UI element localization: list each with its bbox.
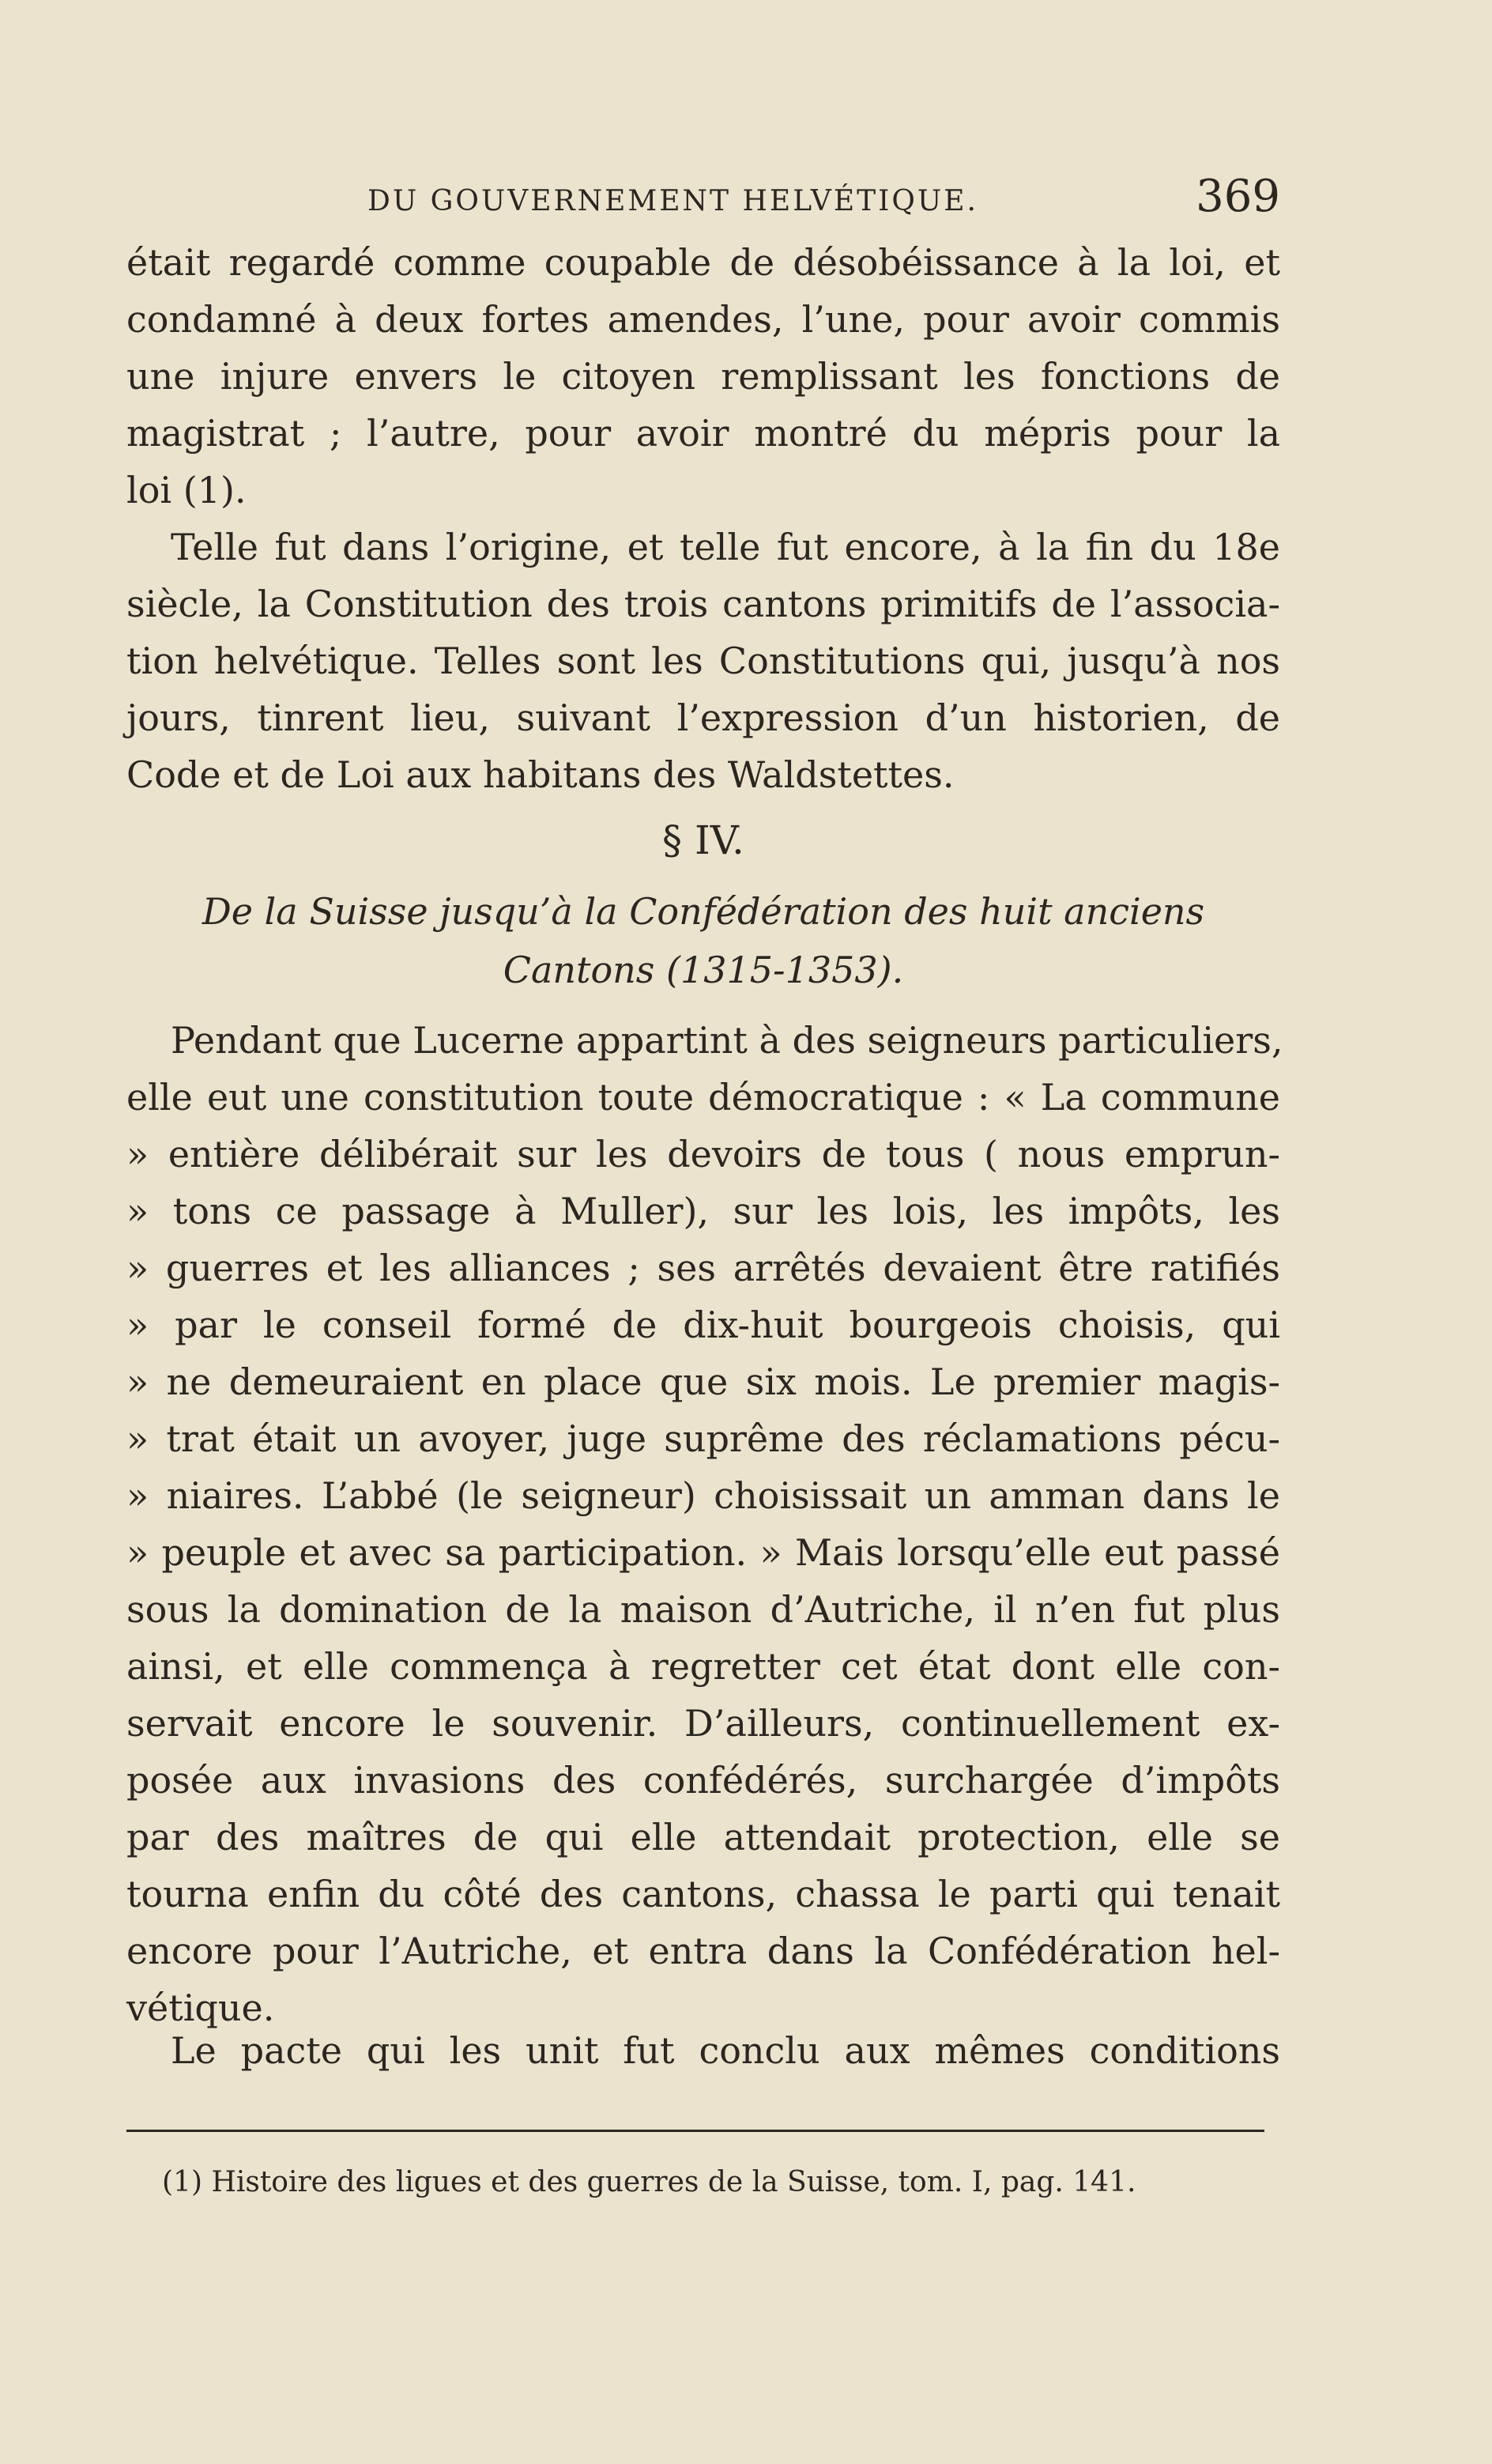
text-line: loi (1). xyxy=(126,469,247,511)
text-line: » entière délibérait sur les devoirs de tous ( nous emprun- xyxy=(126,1133,1280,1175)
text-line: jours, tinrent lieu, suivant l’expression d’un historien, de xyxy=(126,696,1280,739)
section-subtitle xyxy=(126,882,1280,999)
text-line: par des maîtres de qui elle attendait protection, elle se xyxy=(126,1816,1280,1858)
text-line: tourna enfin du côté des cantons, chassa le parti qui tenait xyxy=(126,1873,1280,1915)
paragraph-1 xyxy=(126,234,1280,519)
running-header xyxy=(126,171,1280,236)
text-line: » trat était un avoyer, juge suprême des réclamations pécu- xyxy=(126,1417,1280,1460)
running-title: DU GOUVERNEMENT HELVÉTIQUE. xyxy=(367,185,978,217)
text-line: » guerres et les alliances ; ses arrêtés devaient être ratifiés xyxy=(126,1247,1280,1289)
paragraph-2 xyxy=(126,519,1280,803)
footnote: (1) Histoire des ligues et des guerres de la Suisse, tom. I, pag. 141. xyxy=(162,2166,1136,2198)
text-line: ainsi, et elle commença à regretter cet état dont elle con- xyxy=(126,1645,1280,1688)
subtitle-line: Cantons (1315-1353). xyxy=(503,949,904,991)
page-number: 369 xyxy=(1196,171,1280,222)
footnote-rule xyxy=(126,2130,1264,2132)
text-line: une injure envers le citoyen remplissant les fonctions de xyxy=(126,355,1280,398)
subtitle-line: De la Suisse jusqu’à la Confédération des huit anciens xyxy=(202,890,1205,933)
text-line: » ne demeuraient en place que six mois. Le premier magis- xyxy=(126,1360,1280,1403)
text-line: siècle, la Constitution des trois cantons primitifs de l’associa- xyxy=(126,583,1280,625)
text-line: tion helvétique. Telles sont les Constitutions qui, jusqu’à nos xyxy=(126,640,1280,682)
text-line: encore pour l’Autriche, et entra dans la Confédération hel- xyxy=(126,1930,1280,1972)
text-line: servait encore le souvenir. D’ailleurs, continuellement ex- xyxy=(126,1702,1280,1745)
text-line: » tons ce passage à Muller), sur les lois, les impôts, les xyxy=(126,1190,1280,1232)
text-line: était regardé comme coupable de désobéissance à la loi, et xyxy=(126,241,1280,284)
text-line: magistrat ; l’autre, pour avoir montré du mépris pour la xyxy=(126,412,1280,455)
text-line: Code et de Loi aux habitans des Waldstettes. xyxy=(126,753,955,796)
paragraph-4 xyxy=(126,2022,1280,2079)
text-line: » peuple et avec sa participation. » Mais lorsqu’elle eut passé xyxy=(126,1531,1280,1574)
text-line: Telle fut dans l’origine, et telle fut encore, à la fin du 18e xyxy=(171,526,1280,568)
text-line: » par le conseil formé de dix-huit bourgeois choisis, qui xyxy=(126,1304,1280,1346)
text-line: vétique. xyxy=(126,1987,275,2029)
text-line: » niaires. L’abbé (le seigneur) choisissait un amman dans le xyxy=(126,1474,1280,1517)
text-line: condamné à deux fortes amendes, l’une, pour avoir commis xyxy=(126,298,1280,341)
text-line: sous la domination de la maison d’Autriche, il n’en fut plus xyxy=(126,1588,1280,1631)
text-line: Le pacte qui les unit fut conclu aux mêmes conditions xyxy=(171,2029,1280,2072)
paragraph-3 xyxy=(126,1012,1283,2036)
text-line: posée aux invasions des confédérés, surchargée d’impôts xyxy=(126,1759,1280,1802)
text-line: elle eut une constitution toute démocratique : « La commune xyxy=(126,1076,1280,1119)
section-heading: § IV. xyxy=(662,817,744,863)
text-line: Pendant que Lucerne appartint à des seigneurs particuliers, xyxy=(171,1019,1283,1062)
